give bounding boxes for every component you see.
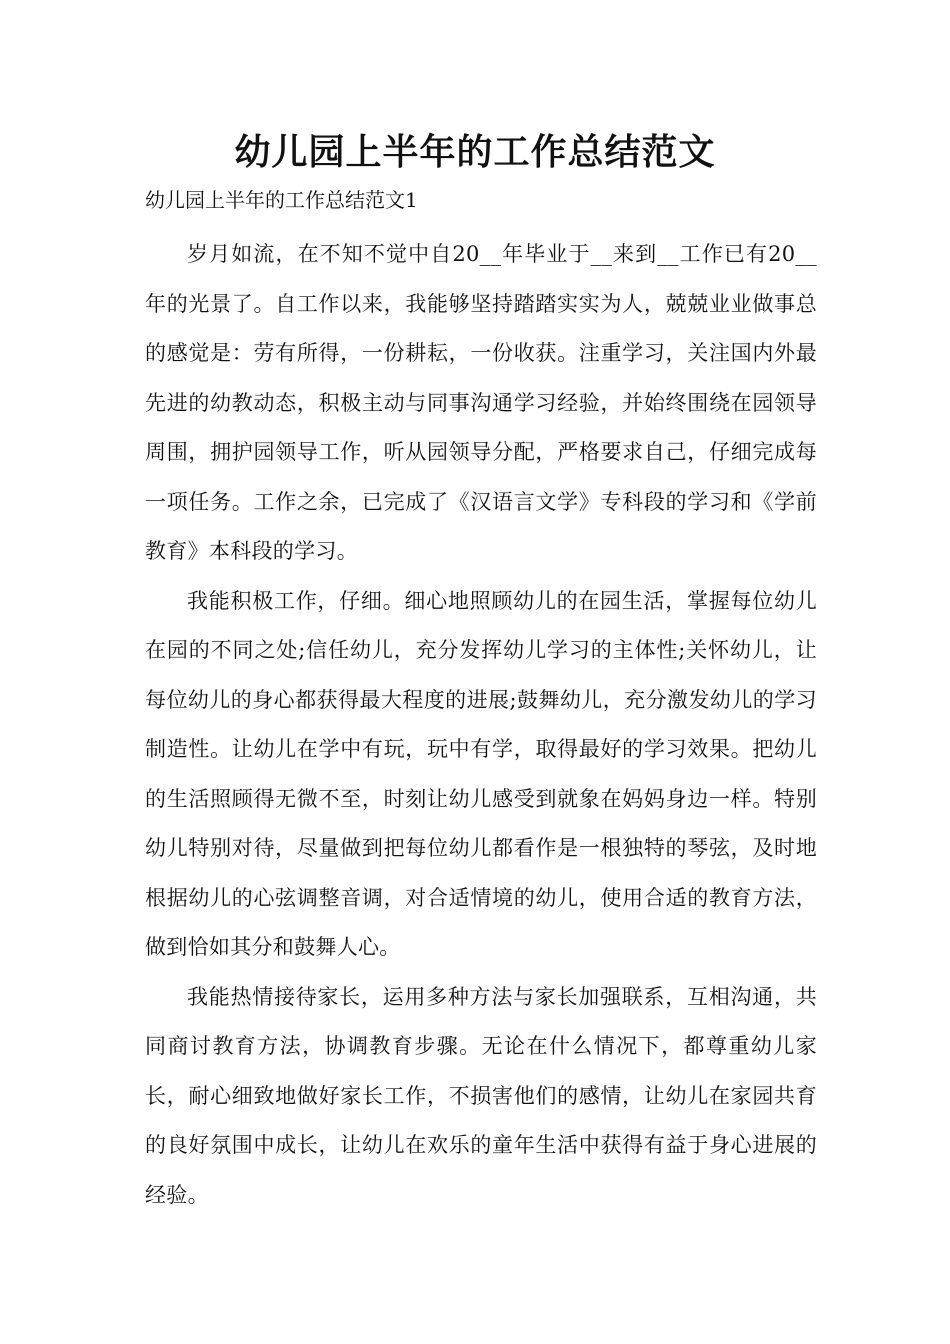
- paragraph-1: 岁月如流，在不知不觉中自20__年毕业于__来到__工作已有20__年的光景了。自工作以来，我能够坚持踏踏实实为人，兢兢业业做事总的感觉是：劳有所得，一份耕耘，一份收获。注重学习，关注国内外最先进的幼教动态，积极主动与同事沟通学习经验，并始终围绕在园领导周围，拥护园领导工作，听从园领导分配，严格要求自己，仔细完成每一项任务。工作之余，已完成了《汉语言文学》专科段的学习和《学前教育》本科段的学习。: [145, 242, 817, 563]
- paragraph-2: 我能积极工作，仔细。细心地照顾幼儿的在园生活，掌握每位幼儿在园的不同之处;信任幼儿，充分发挥幼儿学习的主体性;关怀幼儿，让每位幼儿的身心都获得最大程度的进展;鼓舞幼儿，充分激发幼儿的学习制造性。让幼儿在学中有玩，玩中有学，取得最好的学习效果。把幼儿的生活照顾得无微不至，时刻让幼儿感受到就象在妈妈身边一样。特别幼儿特别对待，尽量做到把每位幼儿都看作是一根独特的琴弦，及时地根据幼儿的心弦调整音调，对合适情境的幼儿，使用合适的教育方法，做到恰如其分和鼓舞人心。: [145, 588, 817, 959]
- document-body: [145, 230, 817, 1220]
- paragraph-3: 我能热情接待家长，运用多种方法与家长加强联系，互相沟通，共同商讨教育方法，协调教育步骤。无论在什么情况下，都尊重幼儿家长，耐心细致地做好家长工作，不损害他们的感情，让幼儿在家园共育的良好氛围中成长，让幼儿在欢乐的童年生活中获得有益于身心进展的经验。: [145, 984, 817, 1207]
- document-title: 幼儿园上半年的工作总结范文: [234, 132, 716, 173]
- document-subtitle: 幼儿园上半年的工作总结范文1: [145, 188, 418, 212]
